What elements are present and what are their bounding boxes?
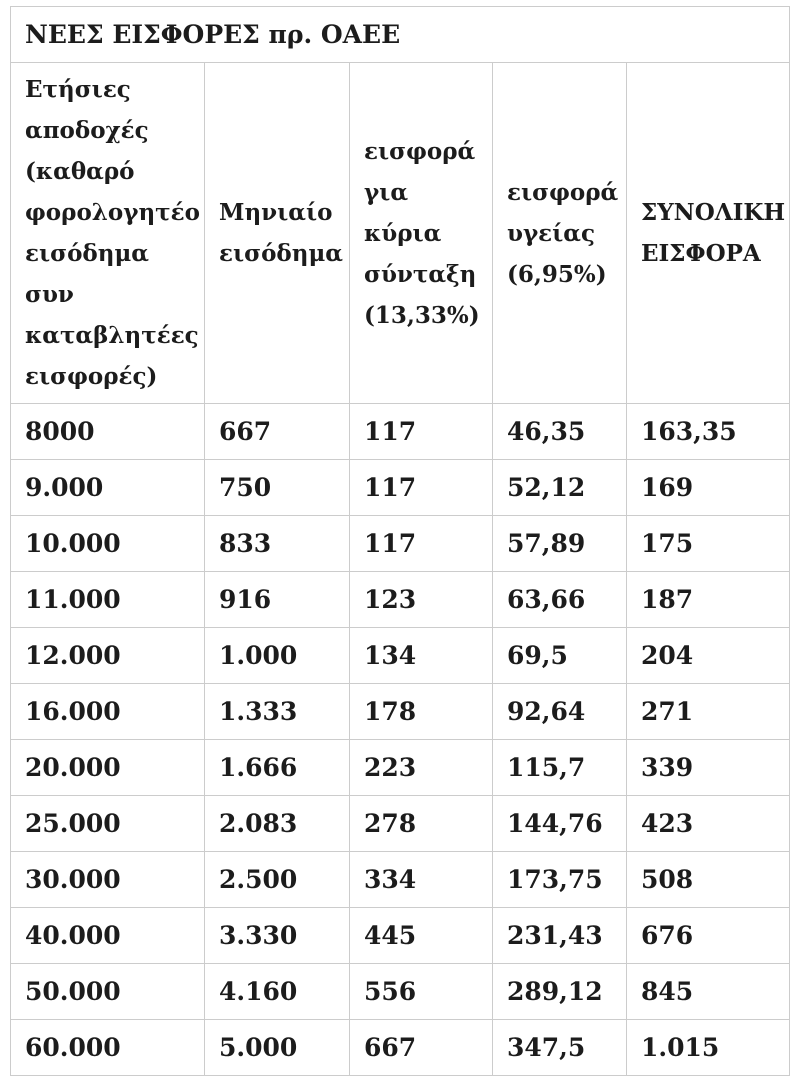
table-cell: 163,35 — [627, 404, 790, 460]
table-cell: 667 — [350, 1020, 493, 1076]
table-row — [11, 1020, 790, 1076]
table-cell: 1.333 — [205, 684, 350, 740]
table-cell: 16.000 — [11, 684, 205, 740]
table-title: ΝΕΕΣ ΕΙΣΦΟΡΕΣ πρ. ΟΑΕΕ — [11, 7, 790, 63]
table-cell: 916 — [205, 572, 350, 628]
table-cell: 60.000 — [11, 1020, 205, 1076]
table-cell: 2.500 — [205, 852, 350, 908]
table-cell: 231,43 — [493, 908, 627, 964]
table-cell: 334 — [350, 852, 493, 908]
table-cell: 223 — [350, 740, 493, 796]
table-cell: 46,35 — [493, 404, 627, 460]
table-cell: 278 — [350, 796, 493, 852]
table-cell: 204 — [627, 628, 790, 684]
table-row — [11, 404, 790, 460]
table-body — [11, 404, 790, 1076]
table-cell: 117 — [350, 460, 493, 516]
table-cell: 445 — [350, 908, 493, 964]
table-row — [11, 908, 790, 964]
table-cell: 11.000 — [11, 572, 205, 628]
table-row — [11, 516, 790, 572]
table-row — [11, 964, 790, 1020]
table-cell: 144,76 — [493, 796, 627, 852]
table-cell: 50.000 — [11, 964, 205, 1020]
table-cell: 5.000 — [205, 1020, 350, 1076]
table-cell: 187 — [627, 572, 790, 628]
table-cell: 117 — [350, 404, 493, 460]
table-cell: 178 — [350, 684, 493, 740]
contributions-table — [10, 6, 790, 1076]
table-cell: 676 — [627, 908, 790, 964]
table-row — [11, 740, 790, 796]
table-cell: 508 — [627, 852, 790, 908]
table-row — [11, 460, 790, 516]
table-cell: 92,64 — [493, 684, 627, 740]
table-cell: 347,5 — [493, 1020, 627, 1076]
table-cell: 173,75 — [493, 852, 627, 908]
table-cell: 30.000 — [11, 852, 205, 908]
table-cell: 289,12 — [493, 964, 627, 1020]
table-cell: 69,5 — [493, 628, 627, 684]
table-cell: 57,89 — [493, 516, 627, 572]
table-cell: 556 — [350, 964, 493, 1020]
table-cell: 117 — [350, 516, 493, 572]
column-header-4: ΣΥΝΟΛΙΚΗ ΕΙΣΦΟΡΑ — [627, 63, 790, 404]
table-cell: 63,66 — [493, 572, 627, 628]
table-cell: 169 — [627, 460, 790, 516]
column-header-1: Μηνιαίο εισόδημα — [205, 63, 350, 404]
table-cell: 52,12 — [493, 460, 627, 516]
table-cell: 845 — [627, 964, 790, 1020]
table-cell: 423 — [627, 796, 790, 852]
table-cell: 8000 — [11, 404, 205, 460]
table-cell: 123 — [350, 572, 493, 628]
table-row — [11, 684, 790, 740]
table-cell: 2.083 — [205, 796, 350, 852]
table-cell: 1.000 — [205, 628, 350, 684]
column-header-0: Ετήσιες αποδοχές (καθαρό φορολογητέο εισόδημα συν καταβλητέες εισφορές) — [11, 63, 205, 404]
table-cell: 3.330 — [205, 908, 350, 964]
table-cell: 271 — [627, 684, 790, 740]
column-header-2: εισφορά για κύρια σύνταξη (13,33%) — [350, 63, 493, 404]
table-row — [11, 852, 790, 908]
table-cell: 175 — [627, 516, 790, 572]
table-cell: 12.000 — [11, 628, 205, 684]
table-cell: 667 — [205, 404, 350, 460]
table-cell: 9.000 — [11, 460, 205, 516]
table-cell: 1.666 — [205, 740, 350, 796]
table-cell: 115,7 — [493, 740, 627, 796]
table-row — [11, 572, 790, 628]
table-title-row — [11, 7, 790, 63]
table-cell: 40.000 — [11, 908, 205, 964]
table-cell: 25.000 — [11, 796, 205, 852]
table-header-row — [11, 63, 790, 404]
table-cell: 1.015 — [627, 1020, 790, 1076]
table-cell: 4.160 — [205, 964, 350, 1020]
table-row — [11, 628, 790, 684]
column-header-3: εισφορά υγείας (6,95%) — [493, 63, 627, 404]
table-cell: 134 — [350, 628, 493, 684]
table-row — [11, 796, 790, 852]
table-cell: 750 — [205, 460, 350, 516]
table-cell: 10.000 — [11, 516, 205, 572]
table-cell: 339 — [627, 740, 790, 796]
table-cell: 833 — [205, 516, 350, 572]
table-cell: 20.000 — [11, 740, 205, 796]
